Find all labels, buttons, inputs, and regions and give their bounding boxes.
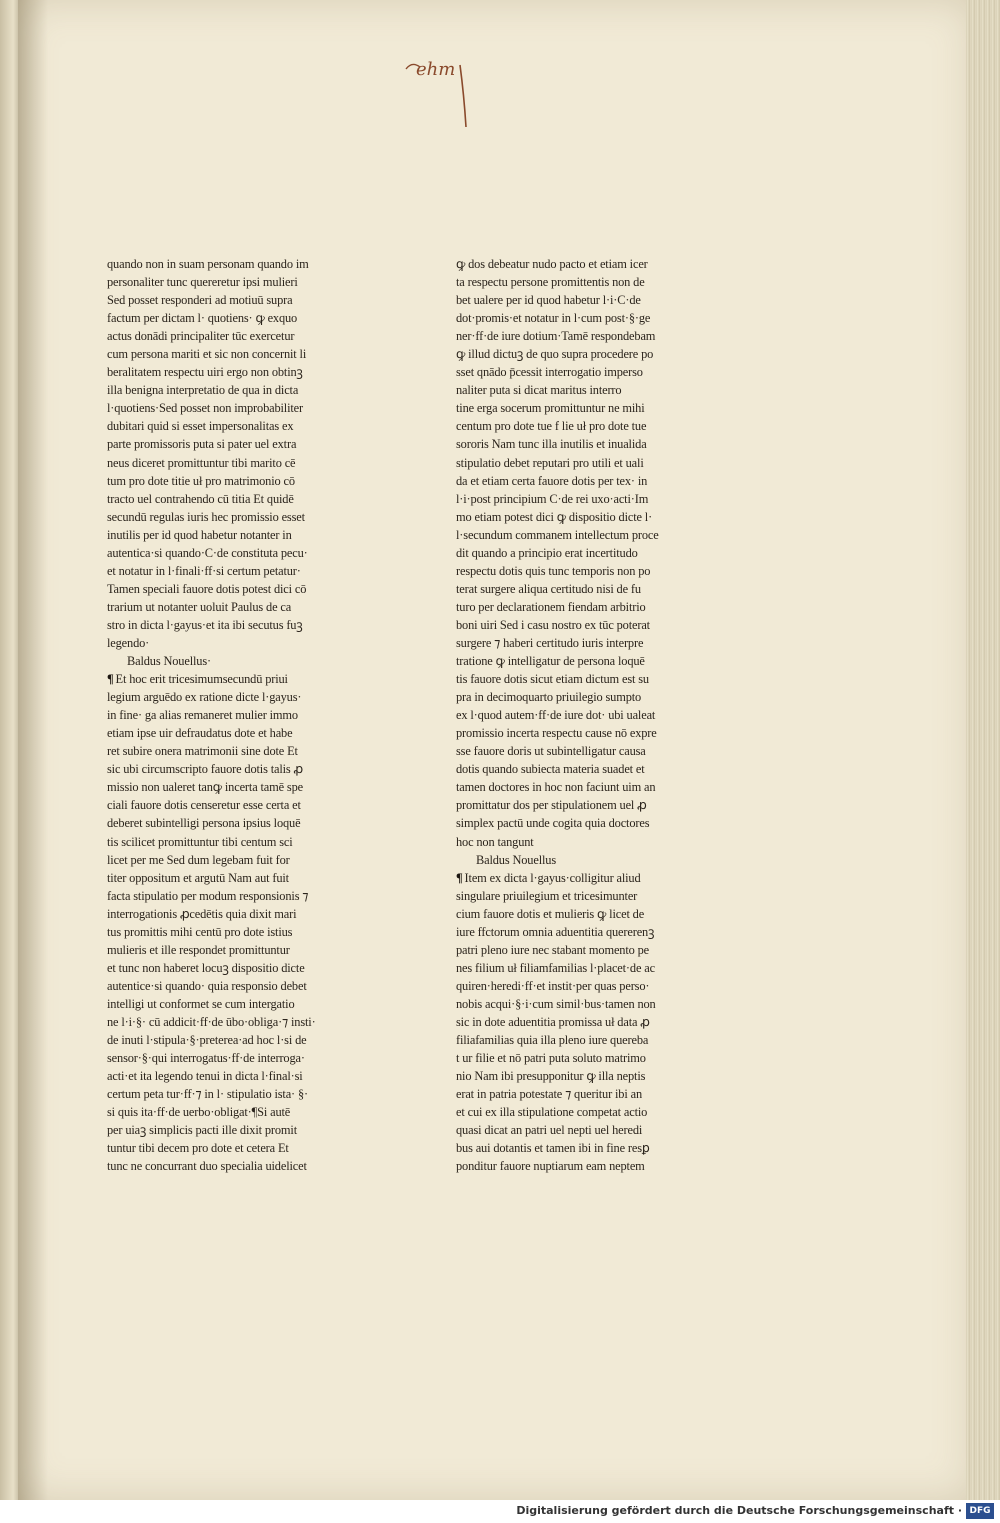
section-heading: Baldus Nouellus [476, 852, 557, 867]
text-line: Tamen speciali fauore dotis potest dici cō [107, 581, 307, 596]
text-line: personaliter tunc quereretur ipsi mulieri [107, 275, 298, 290]
text-line: tis scilicet promittuntur tibi centum sci [107, 834, 293, 849]
text-line: mo etiam potest dici ꝙ dispositio dicte l· [456, 509, 653, 524]
text-line: surgere ⁊ haberi certitudo iuris interpre [456, 635, 644, 650]
right-paragraph-2 [456, 869, 711, 1176]
text-line: tis fauore dotis sicut etiam dictum est su [456, 672, 649, 687]
text-line: et notatur in l·finali·ff·si certum petatur· [107, 563, 301, 578]
text-line: nes filium uł filiamfamilias l·placet·de ac [456, 960, 655, 975]
text-line: etiam ipse uir defraudatus dote et habe [107, 726, 293, 741]
text-line: iure ffctorum omnia aduentitia quererenꝫ [456, 924, 655, 939]
text-line [456, 869, 711, 887]
text-line: inutilis per id quod habetur notanter in [107, 527, 292, 542]
text-line: quando non in suam personam quando im [107, 257, 309, 271]
text-line: singulare priuilegium et tricesimunter [456, 888, 638, 903]
text-line: sse fauore doris ut subintelligatur causa [456, 744, 646, 759]
text-line: certum peta tur·ff·⁊ in l· stipulatio ista· §· [107, 1087, 309, 1102]
text-line: licet per me Sed dum legebam fuit for [107, 852, 290, 867]
left-paragraph-2 [107, 670, 362, 1175]
gutter-shadow [18, 0, 48, 1500]
text-line: si quis ita·ff·de uerbo·obligat·¶Si autē [107, 1105, 291, 1120]
text-line: tamen doctores in hoc non faciunt uim an [456, 780, 656, 795]
text-line: dit quando a principio erat incertitudo [456, 545, 638, 560]
left-paragraph-1 [107, 255, 362, 652]
text-line: acti·et ita legendo tenui in dicta l·final·si [107, 1069, 303, 1084]
text-line: bus aui dotantis et tamen ibi in fine resꝑ [456, 1141, 650, 1156]
text-line: deberet subintelligi persona ipsius loquē [107, 816, 301, 831]
paragraph-mark: ¶ [456, 870, 463, 885]
dfg-logo: DFG [966, 1503, 994, 1519]
text-line-content: Item ex dicta l·gayus·colligitur aliud [464, 870, 641, 885]
text-line: ciali fauore dotis censeretur esse certa et [107, 798, 301, 813]
text-line: per uiaꝫ simplicis pacti ille dixit promit [107, 1123, 297, 1138]
text-line: in fine· ga alias remaneret mulier immo [107, 708, 298, 723]
text-line: autentica·si quando·C·de constituta pecu· [107, 545, 308, 560]
text-line: titer oppositum et argutū Nam aut fuit [107, 870, 289, 885]
text-line: illa benigna interpretatio de qua in dicta [107, 383, 299, 398]
text-line: boni uiri Sed i casu nostro ex tūc poterat [456, 617, 650, 632]
text-line: nobis acqui·§·i·cum simil·bus·tamen non [456, 996, 656, 1011]
text-line-content: Et hoc erit tricesimumsecundū priui [115, 672, 288, 687]
text-line: interrogationis ꝓcedētis quia dixit mari [107, 906, 297, 921]
text-column-left [107, 255, 362, 1175]
annotation-text: ehm [416, 59, 456, 80]
text-line: ponditur fauore nuptiarum eam neptem [456, 1159, 645, 1174]
text-line: sset qnādo p̄cessit interrogatio imperso [456, 365, 643, 380]
section-heading: Baldus Nouellus· [127, 654, 211, 669]
text-line: sororis Nam tunc illa inutilis et inualida [456, 437, 647, 452]
text-line: tunc ne concurrant duo specialia uidelicet [107, 1159, 307, 1174]
text-line: promissio incerta respectu cause nō expre [456, 726, 657, 741]
right-paragraph-1 [456, 255, 711, 851]
text-line: quiren·heredi·ff·et instit·per quas perso· [456, 978, 650, 993]
text-line: sic in dote aduentitia promissa uł data ꝓ [456, 1014, 650, 1029]
text-line: neus diceret promittuntur tibi marito cē [107, 455, 296, 470]
text-line: ret subire onera matrimonii sine dote Et [107, 744, 298, 759]
text-line: t ur filie et nō patri puta soluto matrimo [456, 1051, 646, 1066]
text-line: cium fauore dotis et mulieris ꝙ licet de [456, 906, 645, 921]
text-line: legendo· [107, 635, 150, 650]
text-line: tus promittis mihi centū pro dote istius [107, 924, 293, 939]
text-column-right [456, 255, 711, 1175]
text-line: nio Nam ibi presupponitur ꝙ illa neptis [456, 1069, 646, 1084]
text-line: beralitatem respectu uiri ergo non obtinꝫ [107, 365, 303, 380]
text-line: Sed posset responderi ad motiuū supra [107, 293, 293, 308]
text-line: tracto uel contrahendo cū titia Et quidē [107, 491, 294, 506]
text-line: tratione ꝙ intelligatur de persona loquē [456, 654, 645, 669]
text-line: mulieris et ille respondet promittuntur [107, 942, 290, 957]
handwritten-annotation [402, 55, 482, 135]
text-line: facta stipulatio per modum responsionis ⁊ [107, 888, 309, 903]
text-line: centum pro dote tue f lie uł pro dote tue [456, 419, 647, 434]
text-line: respectu dotis quis tunc temporis non po [456, 563, 651, 578]
text-line: filiafamilias quia illa pleno iure quereba [456, 1033, 649, 1048]
text-line: ne l·i·§· cū addicit·ff·de ūbo·obliga·⁊ insti· [107, 1014, 316, 1029]
text-line: da et etiam certa fauore dotis per tex· in [456, 473, 648, 488]
text-line: naliter puta si dicat maritus interro [456, 383, 622, 398]
text-line: tine erga socerum promittuntur ne mihi [456, 401, 645, 416]
text-line: ꝙ illud dictuꝫ de quo supra procedere po [456, 347, 654, 362]
text-line: l·quotiens·Sed posset non improbabiliter [107, 401, 304, 416]
text-line: sensor·§·qui interrogatus·ff·de interroga· [107, 1051, 305, 1066]
text-line: missio non ualeret tanꝙ incerta tamē spe [107, 780, 303, 795]
text-line: tum pro dote titie uł pro matrimonio cō [107, 473, 295, 488]
text-line: simplex pactū unde cogita quia doctores [456, 816, 650, 831]
annotation-stroke [402, 55, 482, 135]
funding-credit: Digitalisierung gefördert durch die Deutsche Forschungsgemeinschaft · [516, 1504, 962, 1517]
text-line: sic ubi circumscripto fauore dotis talis ꝓ [107, 762, 303, 777]
text-line: ex l·quod autem·ff·de iure dot· ubi ualeat [456, 708, 656, 723]
text-line: l·secundum commanem intellectum proce [456, 527, 659, 542]
text-line: turo per declarationem fiendam arbitrio [456, 599, 646, 614]
text-line: promittatur dos per stipulationem uel ꝓ [456, 798, 647, 813]
text-line: tuntur tibi decem pro dote et cetera Et [107, 1141, 289, 1156]
text-line: ꝙ dos debeatur nudo pacto et etiam icer [456, 257, 648, 271]
text-line: dubitari quid si esset impersonalitas ex [107, 419, 294, 434]
text-line: bet ualere per id quod habetur l·i·C·de [456, 293, 641, 308]
text-line: cum persona mariti et sic non concernit li [107, 347, 307, 362]
text-line: dot·promis·et notatur in l·cum post·§·ge [456, 311, 651, 326]
text-line: autentice·si quando· quia responsio debet [107, 978, 307, 993]
text-line: terat surgere aliqua certitudo nisi de fu [456, 581, 641, 596]
text-line: patri pleno iure nec stabant momento pe [456, 942, 650, 957]
text-line: et tunc non haberet locuꝫ dispositio dicte [107, 960, 305, 975]
text-line: trarium ut notanter uoluit Paulus de ca [107, 599, 292, 614]
text-line: quasi dicat an patri uel nepti uel heredi [456, 1123, 643, 1138]
text-line: legium arguēdo ex ratione dicte l·gayus· [107, 690, 302, 705]
text-line: et cui ex illa stipulatione competat actio [456, 1105, 648, 1120]
text-line: ner·ff·de iure dotium·Tamē respondebam [456, 329, 656, 344]
page-edges [966, 0, 1000, 1500]
text-line: stipulatio debet reputari pro utili et uali [456, 455, 644, 470]
text-line [107, 670, 362, 688]
text-line: intelligi ut conformet se cum intergatio [107, 996, 295, 1011]
text-line: stro in dicta l·gayus·et ita ibi secutus fuꝫ [107, 617, 303, 632]
text-line: erat in patria potestate ⁊ queritur ibi an [456, 1087, 642, 1102]
paragraph-mark: ¶ [107, 672, 114, 687]
text-line: actus donādi principaliter tūc exercetur [107, 329, 295, 344]
text-line: de inuti l·stipula·§·preterea·ad hoc l·si de [107, 1033, 307, 1048]
text-line: ta respectu persone promittentis non de [456, 275, 645, 290]
text-line: pra in decimoquarto priuilegio sumpto [456, 690, 642, 705]
text-line: hoc non tangunt [456, 834, 534, 849]
text-line: dotis quando subiecta materia suadet et [456, 762, 645, 777]
text-line: parte promissoris puta si pater uel extra [107, 437, 297, 452]
text-line: secundū regulas iuris hec promissio esset [107, 509, 305, 524]
text-line: l·i·post principium C·de rei uxo·acti·Im [456, 491, 649, 506]
footer-bar [0, 1500, 1000, 1523]
text-line: factum per dictam l· quotiens· ꝙ exquo [107, 311, 298, 326]
